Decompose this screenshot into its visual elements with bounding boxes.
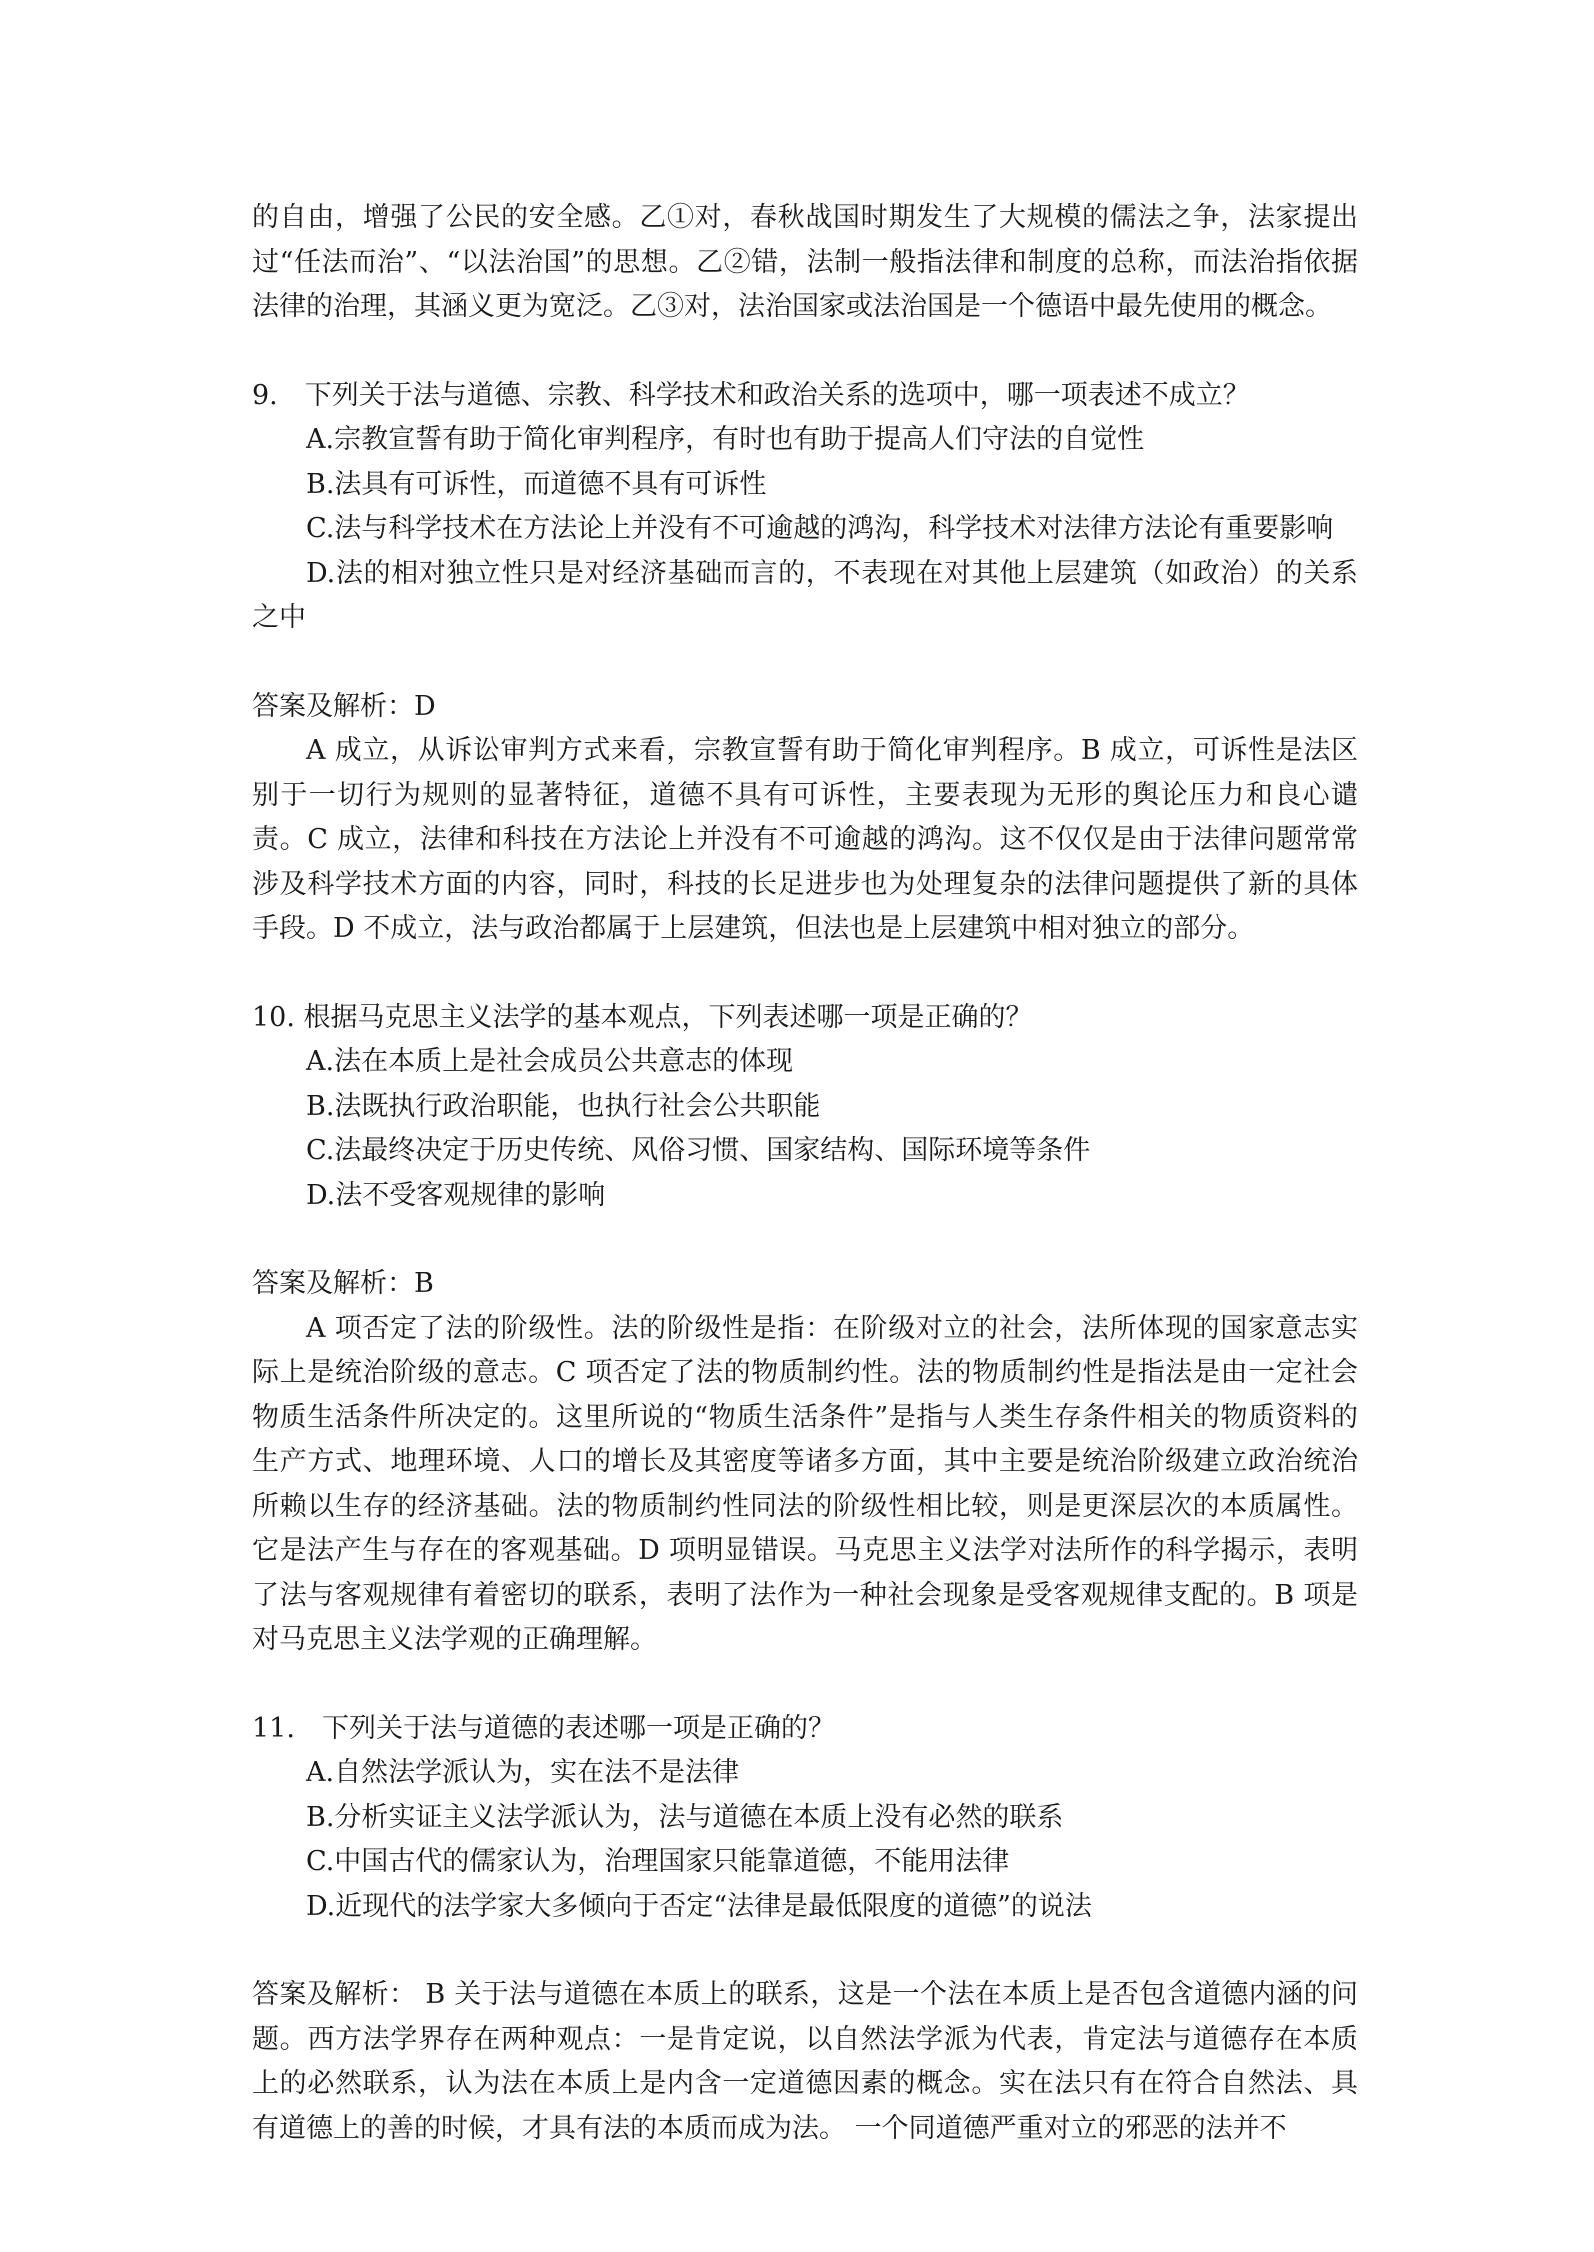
option-b: B.法既执行政治职能，也执行社会公共职能 (306, 1090, 821, 1122)
spacer (252, 641, 1358, 685)
question-11 (252, 1707, 1358, 2152)
question-stem: 9. 下列关于法与道德、宗教、科学技术和政治关系的选项中，哪一项表述不成立？ (252, 379, 1250, 411)
intro-paragraph: 的自由，增强了公民的安全感。乙①对，春秋战国时期发生了大规模的儒法之争，法家提出过“任法而治”、“以法治国”的思想。乙②错，法制一般指法律和制度的总称，而法治指依据法律的治理，其涵义更为宽泛。乙③对，法治国家或法治国是一个德语中最先使用的概念。 (252, 202, 1358, 322)
option-c: C.法最终决定于历史传统、风俗习惯、国家结构、国际环境等条件 (306, 1135, 1091, 1166)
answer-explanation: A 成立，从诉讼审判方式来看，宗教宣誓有助于简化审判程序。B 成立，可诉性是法区别于一切行为规则的显著特征，道德不具有可诉性，主要表现为无形的舆论压力和良心谴责。C 成立，法律和科技在方法论上并没有不可逾越的鸿沟。这不仅仅是由于法律问题常常涉及科学技术方面的内容，同时，科技的长足进步也为处理复杂的法律问题提供了新的具体手段。D 不成立，法与政治都属于上层建筑，但法也是上层建筑中相对独立的部分。 (252, 735, 1358, 944)
spacer (252, 330, 1358, 374)
question-10 (252, 996, 1358, 1663)
option-b: B.分析实证主义法学派认为，法与道德在本质上没有必然的联系 (306, 1801, 1064, 1833)
option-d: D.法不受客观规律的影响 (306, 1179, 606, 1211)
question-stem: 11. 下列关于法与道德的表述哪一项是正确的？ (252, 1712, 835, 1744)
question-stem: 10. 根据马克思主义法学的基本观点，下列表述哪一项是正确的？ (252, 1001, 1033, 1033)
spacer (252, 1929, 1358, 1973)
option-d: D.近现代的法学家大多倾向于否定“法律是最低限度的道德”的说法 (306, 1890, 1092, 1922)
spacer (252, 1663, 1358, 1707)
option-a: A.自然法学派认为，实在法不是法律 (306, 1757, 740, 1788)
question-9 (252, 374, 1358, 952)
option-d: D.法的相对独立性只是对经济基础而言的，不表现在对其他上层建筑（如政治）的关系之中 (252, 557, 1358, 633)
answer-explanation: A 项否定了法的阶级性。法的阶级性是指：在阶级对立的社会，法所体现的国家意志实际上是统治阶级的意志。C 项否定了法的物质制约性。法的物质制约性是指法是由一定社会物质生活条件所决定的。这里所说的“物质生活条件”是指与人类生存条件相关的物质资料的生产方式、地理环境、人口的增长及其密度等诸多方面，其中主要是统治阶级建立政治统治所赖以生存的经济基础。法的物质制约性同法的阶级性相比较，则是更深层次的本质属性。它是法产生与存在的客观基础。D 项明显错误。马克思主义法学对法所作的科学揭示，表明了法与客观规律有着密切的联系，表明了法作为一种社会现象是受客观规律支配的。B 项是对马克思主义法学观的正确理解。 (252, 1312, 1358, 1655)
option-a: A.宗教宣誓有助于简化审判程序，有时也有助于提高人们守法的自觉性 (306, 424, 1145, 455)
spacer (252, 952, 1358, 996)
answer-heading: 答案及解析：D (252, 690, 436, 722)
document-page (252, 196, 1358, 2151)
option-b: B.法具有可诉性，而道德不具有可诉性 (306, 468, 767, 500)
option-c: C.中国古代的儒家认为，治理国家只能靠道德，不能用法律 (306, 1846, 1010, 1877)
answer-heading: 答案及解析：B (252, 1268, 434, 1299)
spacer (252, 1218, 1358, 1262)
option-a: A.法在本质上是社会成员公共意志的体现 (306, 1046, 794, 1077)
answer-explanation: 答案及解析： B 关于法与道德在本质上的联系，这是一个法在本质上是否包含道德内涵的问题。西方法学界存在两种观点：一是肯定说，以自然法学派为代表，肯定法与道德存在本质上的必然联系，认为法在本质上是内含一定道德因素的概念。实在法只有在符合自然法、具有道德上的善的时候，才具有法的本质而成为法。 一个同道德严重对立的邪恶的法并不 (252, 1979, 1358, 2144)
option-c: C.法与科学技术在方法论上并没有不可逾越的鸿沟，科学技术对法律方法论有重要影响 (306, 513, 1334, 544)
